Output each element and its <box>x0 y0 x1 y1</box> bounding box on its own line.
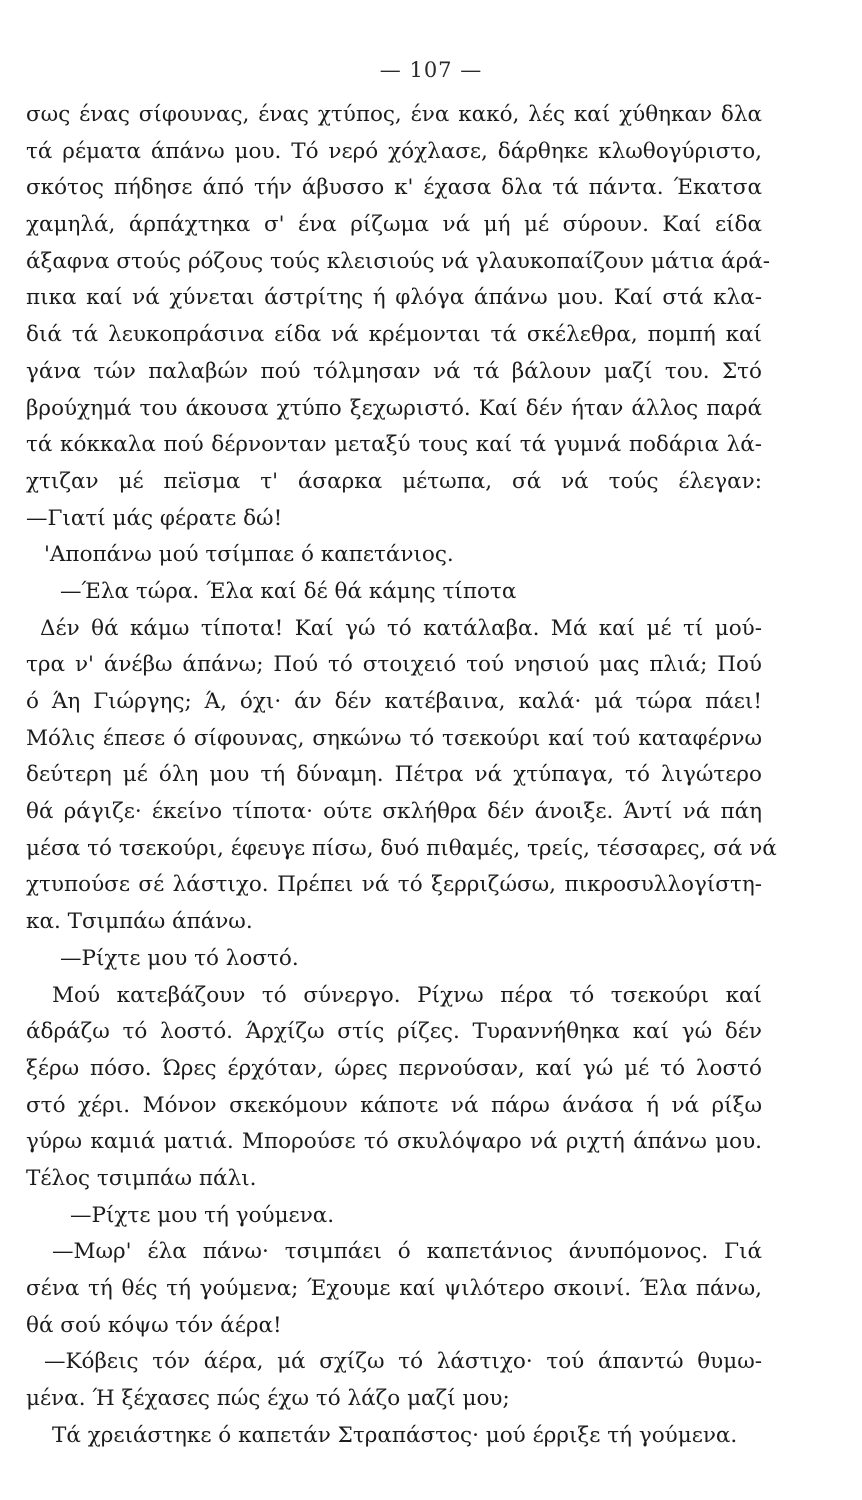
text-line-content: ό Άη Γιώργης; Ά, όχι· άν δέν κατέβαινα, καλά· μά τώρα πάει! <box>26 689 762 714</box>
text-line-content: πικα καί νά χύνεται άστρίτης ή φλόγα άπάνω μου. Καί στά κλα- <box>26 285 762 311</box>
dialogue-line: —Μωρ' έλα πάνω· τσιμπάει ό καπετάνιος άνυπόμονος. Γιά <box>52 1239 762 1265</box>
text-line-content: 'Αποπάνω μού τσίμπαε ό καπετάνιος. <box>44 542 454 568</box>
text-line-content: γύρω καμιά ματιά. Μπορούσε τό σκυλόψαρο νά ριχτή άπάνω μου. <box>26 1129 762 1155</box>
body-text <box>0 97 862 1454</box>
text-line <box>0 134 862 171</box>
text-line <box>0 1381 862 1418</box>
dialogue-line: —Ρίχτε μου τή γούμενα. <box>70 1202 335 1228</box>
text-line <box>0 904 862 941</box>
text-line <box>0 317 862 354</box>
text-line <box>0 1418 862 1455</box>
text-line-content: στό χέρι. Μόνον σκεκόμουν κάποτε νά πάρω άνάσα ή νά ρίξω <box>26 1092 762 1118</box>
text-line-content: ξέρω πόσο. Ώρες έρχόταν, ώρες περνούσαν, καί γώ μέ τό λοστό <box>26 1055 762 1081</box>
text-line-content: σένα τή θές τή γούμενα; Έχουμε καί ψιλότερο σκοινί. Έλα πάνω, <box>26 1276 762 1301</box>
text-line <box>0 1308 862 1345</box>
dialogue-line: —Έλα τώρα. Έλα καί δέ θά κάμης τίποτα <box>60 578 517 604</box>
text-line <box>0 391 862 428</box>
text-line <box>0 1234 862 1271</box>
text-line <box>0 978 862 1015</box>
text-line-content: βρούχημά του άκουσα χτύπο ξεχωριστό. Καί δέν ήταν άλλος παρά <box>26 395 762 421</box>
text-line-content: διά τά λευκοπράσινα είδα νά κρέμονται τά σκέλεθρα, πομπή καί <box>26 322 762 348</box>
text-line-content: κα. Τσιμπάω άπάνω. <box>26 909 253 935</box>
dialogue-line: —Γιατί μάς φέρατε δώ! <box>26 505 283 531</box>
text-line <box>0 647 862 684</box>
text-line <box>0 831 862 868</box>
text-line <box>0 941 862 978</box>
text-line <box>0 1198 862 1235</box>
text-line <box>0 537 862 574</box>
text-line-content: μένα. Ή ξέχασες πώς έχω τό λάζο μαζί μου; <box>26 1386 510 1412</box>
text-line <box>0 170 862 207</box>
text-line <box>0 611 862 648</box>
text-line-content: χτιζαν μέ πεϊσμα τ' άσαρκα μέτωπα, σά νά τούς έλεγαν: <box>26 468 762 494</box>
text-line <box>0 501 862 538</box>
text-line <box>0 1088 862 1125</box>
text-line <box>0 280 862 317</box>
text-line-content: χτυπούσε σέ λάστιχο. Πρέπει νά τό ξερριζώσω, πικροσυλλογίστη- <box>26 872 762 898</box>
text-line <box>0 97 862 134</box>
text-line-content: άξαφνα στούς ρόζους τούς κλεισιούς νά γλαυκοπαίζουν μάτια άρά- <box>26 248 770 274</box>
text-line-content: τά ρέματα άπάνω μου. Τό νερό χόχλασε, δάρθηκε κλωθογύριστο, <box>26 138 762 164</box>
text-line-content: Μού κατεβάζουν τό σύνεργο. Ρίχνω πέρα τό τσεκούρι καί <box>52 982 762 1008</box>
text-line <box>0 1161 862 1198</box>
text-line <box>0 1014 862 1051</box>
dialogue-line: —Κόβεις τόν άέρα, μά σχίζω τό λάστιχο· τού άπαντώ θυμω- <box>44 1349 762 1375</box>
text-line-content: θά σού κόψω τόν άέρα! <box>26 1312 282 1338</box>
text-line-content: δεύτερη μέ όλη μου τή δύναμη. Πέτρα νά χτύπαγα, τό λιγώτερο <box>26 762 762 788</box>
text-line <box>0 354 862 391</box>
text-line <box>0 1124 862 1161</box>
text-line-content: γάνα τών παλαβών πού τόλμησαν νά τά βάλουν μαζί του. Στό <box>26 358 762 384</box>
text-line <box>0 794 862 831</box>
text-line <box>0 464 862 501</box>
text-line <box>0 574 862 611</box>
text-line-content: Τέλος τσιμπάω πάλι. <box>26 1165 257 1191</box>
text-line <box>0 207 862 244</box>
text-line-content: σκότος πήδησε άπό τήν άβυσσο κ' έχασα δλα τά πάντα. Έκατσα <box>26 175 762 201</box>
text-line <box>0 867 862 904</box>
text-line <box>0 721 862 758</box>
text-line-content: Μόλις έπεσε ό σίφουνας, σηκώνω τό τσεκούρι καί τού καταφέρνω <box>26 725 762 751</box>
text-line-content: τά κόκκαλα πού δέρνονταν μεταξύ τους καί τά γυμνά ποδάρια λά- <box>26 432 762 458</box>
page-number: — 107 — <box>379 58 483 82</box>
text-line <box>0 1051 862 1088</box>
text-line <box>0 1344 862 1381</box>
dialogue-line: —Ρίχτε μου τό λοστό. <box>60 945 299 971</box>
text-line-content: άδράζω τό λοστό. Άρχίζω στίς ρίζες. Τυραννήθηκα καί γώ δέν <box>26 1019 762 1045</box>
text-line-content: θά ράγιζε· έκείνο τίποτα· ούτε σκλήθρα δέν άνοιξε. Άντί νά πάη <box>26 799 762 825</box>
text-line-content: μέσα τό τσεκούρι, έφευγε πίσω, δυό πιθαμές, τρείς, τέσσαρες, σά νά <box>26 835 777 861</box>
text-line-content: Τά χρειάστηκε ό καπετάν Στραπάστος· μού έρριξε τή γούμενα. <box>52 1422 738 1448</box>
text-line <box>0 757 862 794</box>
text-line-content: τρα ν' άνέβω άπάνω; Πού τό στοιχειό τού νησιού μας πλιά; Πού <box>26 652 762 678</box>
text-line-content: χαμηλά, άρπάχτηκα σ' ένα ρίζωμα νά μή μέ σύρουν. Καί είδα <box>26 212 762 238</box>
text-line-content: σως ένας σίφουνας, ένας χτύπος, ένα κακό, λές καί χύθηκαν δλα <box>26 102 762 127</box>
text-line <box>0 244 862 281</box>
text-line-content: Δέν θά κάμω τίποτα! Καί γώ τό κατάλαβα. Μά καί μέ τί μού- <box>40 615 762 641</box>
text-line <box>0 684 862 721</box>
text-line <box>0 427 862 464</box>
text-line <box>0 1271 862 1308</box>
